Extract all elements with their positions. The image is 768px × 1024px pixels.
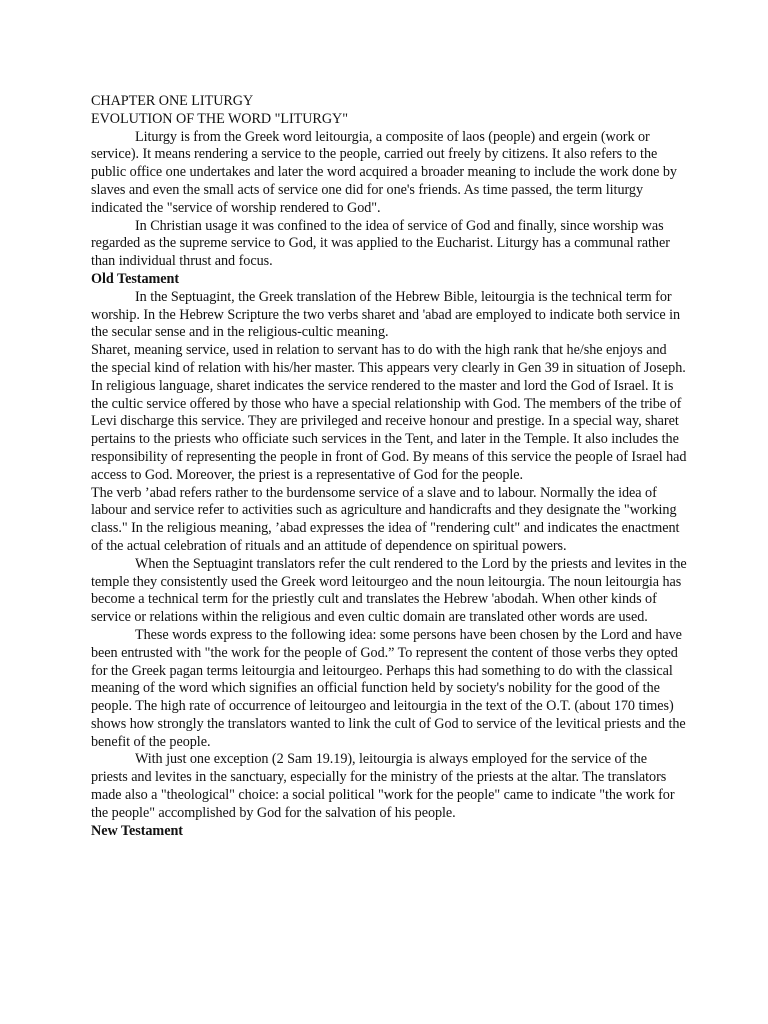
ot-paragraph-3: The verb ’abad refers rather to the burdensome service of a slave and to labour. Normally the idea of labour and service refer to activities such as agriculture and handicrafts and they designate the "working class." In the religious meaning, ’abad expresses the idea of "rendering cult" and indicates the enactment of the actual celebration of rituals and an attitude of dependence on spiritual powers. xyxy=(91,484,680,554)
ot-paragraph-1: In the Septuagint, the Greek translation of the Hebrew Bible, leitourgia is the technical term for worship. In the Hebrew Scripture the two verbs sharet and 'abad are employed to indicate both service in the secular sense and in the religious-cultic meaning. xyxy=(91,288,681,341)
ot-paragraph-5: These words express to the following idea: some persons have been chosen by the Lord and have been entrusted with "the work for the people of God.” To represent the content of those verbs they opted for the Greek pagan terms leitourgia and leitourgeo. Perhaps this had something to do with the classical meaning of the word which signifies an official function held by society's nobility for the good of the people. The high rate of occurrence of leitourgeo and leitourgia in the text of the O.T. (about 170 times) shows how strongly the translators wanted to link the cult of God to service of the levitical priests and the benefit of the people. xyxy=(91,626,686,750)
ot-paragraph-6: With just one exception (2 Sam 19.19), leitourgia is always employed for the service of the priests and levites in the sanctuary, especially for the ministry of the priests at the altar. The translators made also a "theological" choice: a social political "work for the people" came to indicate "the work for the people" accomplished by God for the salvation of his people. xyxy=(91,751,675,821)
ot-paragraph-2: Sharet, meaning service, used in relation to servant has to do with the high rank that he/she enjoys and the special kind of relation with his/her master. This appears very clearly in Gen 39 in situation of Joseph. In religious language, sharet indicates the service rendered to the master and lord the God of Israel. It is the cultic service offered by those who have a special relationship with God. The members of the tribe of Levi discharge this service. They are privileged and receive honour and prestige. In a special way, sharet pertains to the priests who officiate such services in the Tent, and later in the Temple. It also includes the responsibility of representing the people in front of God. By means of this service the people of Israel had access to God. Moreover, the priest is a representative of God for the people. xyxy=(91,342,687,483)
section-title: EVOLUTION OF THE WORD "LITURGY" xyxy=(91,110,348,127)
chapter-title: CHAPTER ONE LITURGY xyxy=(91,93,254,109)
new-testament-heading: New Testament xyxy=(91,822,183,839)
intro-paragraph-1: Liturgy is from the Greek word leitourgia, a composite of laos (people) and ergein (work or service). It means rendering a service to the people, carried out freely by citizens. It also refers to the public office one undertakes and later the word acquired a broader meaning to include the work done by slaves and even the small acts of service one did for one's friends. As time passed, the term liturgy indicated the "service of worship rendered to God". xyxy=(91,128,677,216)
old-testament-heading: Old Testament xyxy=(91,270,180,287)
document-page xyxy=(91,93,687,840)
ot-paragraph-4: When the Septuagint translators refer the cult rendered to the Lord by the priests and levites in the temple they consistently used the Greek word leitourgeo and the noun leitourgia. The noun leitourgia has become a technical term for the priestly cult and translates the Hebrew 'abodah. When other kinds of service or relations within the religious and even cultic domain are translated other words are used. xyxy=(91,555,687,626)
intro-paragraph-2: In Christian usage it was confined to the idea of service of God and finally, since worship was regarded as the supreme service to God, it was applied to the Eucharist. Liturgy has a communal rather than individual thrust and focus. xyxy=(91,217,670,270)
